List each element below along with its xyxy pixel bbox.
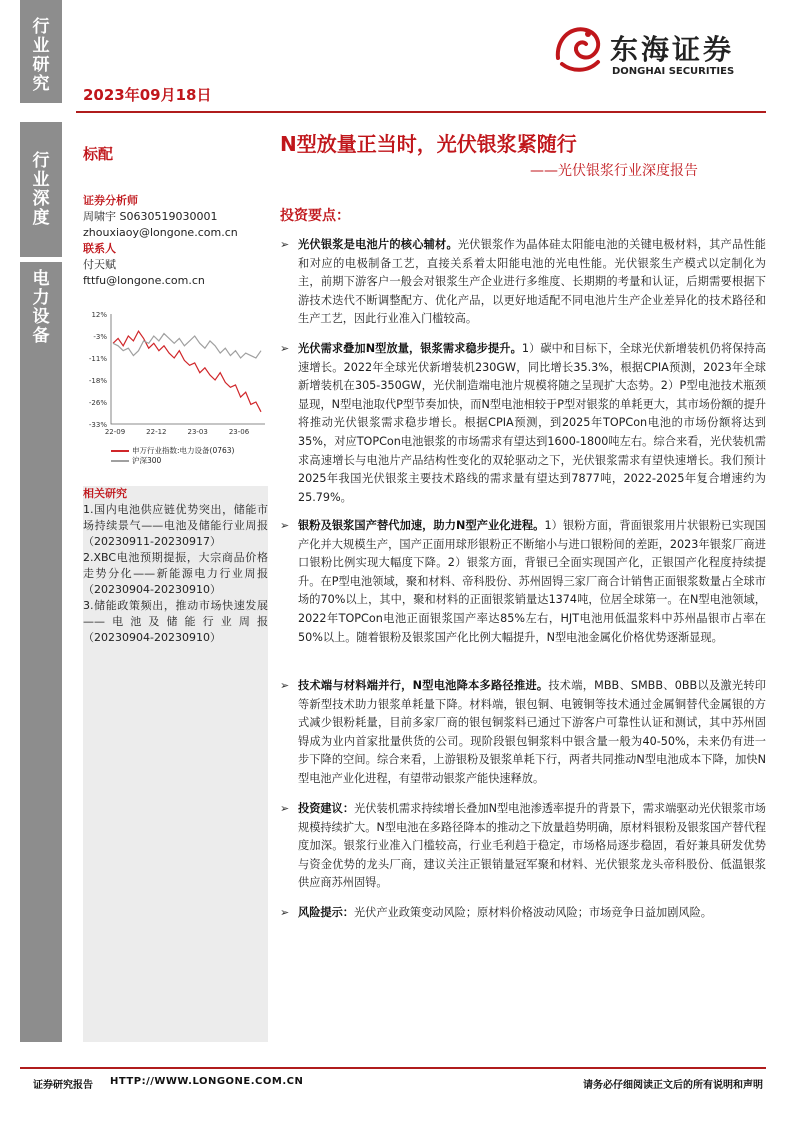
report-subtitle: ——光伏银浆行业深度报告 xyxy=(530,163,698,179)
arrow-bullet-icon: ➢ xyxy=(280,679,290,692)
bullet-lead: 技术端与材料端并行，N型电池降本多路径推进。 xyxy=(298,679,549,692)
bullet-text: 光伏产业政策变动风险；原材料价格波动风险；市场竞争日益加剧风险。 xyxy=(353,906,712,919)
bullet-text: 光伏银浆作为晶体硅太阳能电池的关键电极材料，其产品性能和对应的电极制备工艺，直接关系着太阳能电池的光电性能。光伏银浆生产模式以定制化为主，前期下游客户一般会对银浆生产企业进行多维度、长期期的考量和认证，后期需要根据下游技术迭代不断调整配方、优化产品，以更好地适配不同电池片生产企业差异化的技术路径和生产工艺，因此行业准入门槛较高。 xyxy=(298,238,766,326)
points-heading: 投资要点： xyxy=(280,208,350,224)
bullet-text: 1）碳中和目标下，全球光伏新增装机仍将保持高速增长。2022年全球光伏新增装机230GW，同比增长35.3%，根据CPIA预测，2023年全球新增装机在305-350GW，光伏制造端电池片规模将随之呈现扩大态势。2）P型电池技术瓶颈显现，N型电池取代P型节奏加快，而N型电池相较于P型对银浆的单耗更大，其市场份额的提升将推动光伏银浆需求稳步增长。根据CPIA预测，到2025年TOPCon电池的市场份额将达到35%，对应TOPCon电池银浆的市场需求有望达到1600-1800吨左右。综合来看，光伏装机需求高速增长与电池片产品结构性变化的双轮驱动之下，光伏银浆需求有望快速增长。我们预计2025年我国光伏银浆主要技术路线的需求量有望达到7877吨，2022-2025年复合增速约为25.79%。 xyxy=(298,342,766,504)
bullet-text: 1）银粉方面，背面银浆用片状银粉已实现国产化并大规模生产，国产正面用球形银粉正不断缩小与进口银粉间的差距，2023年银浆厂商进口银粉比例实现大幅度下降。2）银浆方面，背银已全面实现国产化，正银国产化程度持续提升。在P型电池领域，聚和材料、帝科股份、苏州固锝三家厂商合计销售正面银浆数量占全球市场的70%以上，其中，聚和材料的正面银浆销量达1374吨，位居全球第一。在N型电池领域，2022年TOPCon电池正面银浆国产率达85%左右，HJT电池用低温浆料中苏州晶银市占率在50%以上。随着银粉及银浆国产化比例大幅提升，N型电池金属化价格优势逐渐显现。 xyxy=(298,519,766,644)
x-tick-label: 23-06 xyxy=(228,428,250,436)
y-tick-label: -33% xyxy=(88,421,107,429)
brand-name-en: DONGHAI SECURITIES xyxy=(612,66,735,77)
analyst-block xyxy=(83,193,268,289)
related-item[interactable]: 1.国内电池供应链优势突出，储能市场持续景气——电池及储能行业周报（20230911-20230917） xyxy=(83,503,268,548)
report-category-label: 行业深度 xyxy=(32,151,50,228)
y-tick-label: -3% xyxy=(93,333,107,341)
footer-left: 证券研究报告 xyxy=(33,1080,93,1091)
legend-label-sector: 申万行业指数:电力设备(0763) xyxy=(132,446,235,455)
report-title: N型放量正当时，光伏银浆紧随行 xyxy=(280,132,577,156)
x-tick-label: 23-03 xyxy=(187,428,208,436)
related-heading: 相关研究 xyxy=(83,487,127,500)
bullet-item xyxy=(280,517,766,647)
bullet-item xyxy=(280,904,766,923)
legend-swatch-red xyxy=(111,450,129,452)
bullet-item xyxy=(280,236,766,329)
x-tick-label: 22-09 xyxy=(104,428,126,436)
y-tick-label: -26% xyxy=(88,399,107,407)
contact-label: 联系人 xyxy=(83,242,116,255)
industry-tab xyxy=(20,262,62,1042)
y-tick-label: -18% xyxy=(88,377,107,385)
arrow-bullet-icon: ➢ xyxy=(280,342,290,355)
x-tick-label: 22-12 xyxy=(146,428,167,436)
bullet-item xyxy=(280,800,766,893)
arrow-bullet-icon: ➢ xyxy=(280,519,290,532)
chart-svg xyxy=(83,306,268,441)
arrow-bullet-icon: ➢ xyxy=(280,906,290,919)
report-date: 2023年09月18日 xyxy=(83,86,212,104)
bullet-text: 技术端，MBB、SMBB、0BB以及激光转印等新型技术助力银浆单耗量下降。材料端，银包铜、电镀铜等技术通过金属铜替代金属银的方式减少银粉耗量，目前多家厂商的银包铜浆料已通过下游客户可靠性认证和测试，其中苏州固锝成为业内首家批量供货的公司。现阶段银包铜浆料中银含量一般为40-50%，未来仍有进一步下降的空间。综合来看，上游银粉及银浆单耗下行，两者共同推动N型电池成本下降，加快N型电池产业化进程，有望带动银浆产能快速释放。 xyxy=(298,679,766,785)
brand-logo xyxy=(548,20,768,84)
contact-name: 付天赋 xyxy=(83,258,116,271)
bullet-lead: 光伏银浆是电池片的核心辅材。 xyxy=(298,238,458,251)
analyst-name: 周啸宇 S0630519030001 xyxy=(83,210,218,223)
bullet-lead: 投资建议： xyxy=(298,802,355,815)
industry-label: 电力设备 xyxy=(32,269,50,346)
report-type-label: 行业研究 xyxy=(32,17,50,94)
y-tick-label: 12% xyxy=(91,311,107,319)
legend-item xyxy=(111,446,234,456)
bullet-item xyxy=(280,340,766,507)
footer-url[interactable]: HTTP://WWW.LONGONE.COM.CN xyxy=(110,1076,304,1087)
header-rule xyxy=(76,111,766,113)
dragon-logo-icon xyxy=(548,20,610,78)
bullet-lead: 风险提示： xyxy=(298,906,354,919)
y-tick-label: -11% xyxy=(88,355,107,363)
related-item[interactable]: 2.XBC电池预期提振，大宗商品价格走势分化——新能源电力行业周报（20230904-20230910） xyxy=(83,551,268,596)
arrow-bullet-icon: ➢ xyxy=(280,238,290,251)
bullet-lead: 银粉及银浆国产替代加速，助力N型产业化进程。 xyxy=(298,519,545,532)
footer-disclaimer: 请务必仔细阅读正文后的所有说明和声明 xyxy=(583,1080,763,1091)
bullet-text: 光伏装机需求持续增长叠加N型电池渗透率提升的背景下，需求端驱动光伏银浆市场规模持续扩大。N型电池在多路径降本的推动之下放量趋势明确，原材料银粉及银浆国产替代程度加深。银浆行业准入门槛较高，行业毛利趋于稳定，市场格局逐步稳固，看好兼具研发优势与资金优势的龙头厂商，建议关注正银销量冠军聚和材料、光伏银浆龙头帝科股份、低温银浆供应商苏州固锝。 xyxy=(298,802,766,890)
chart-legend xyxy=(111,446,234,466)
legend-label-hs300: 沪深300 xyxy=(132,456,162,465)
report-type-tab xyxy=(20,0,62,103)
legend-swatch-gray xyxy=(111,460,129,462)
analyst-email[interactable]: zhouxiaoy@longone.com.cn xyxy=(83,226,238,239)
industry-rating: 标配 xyxy=(83,145,114,163)
footer-rule xyxy=(20,1067,766,1069)
chart-axes xyxy=(111,314,265,424)
report-category-tab xyxy=(20,122,62,257)
bullet-item xyxy=(280,677,766,789)
brand-name-cn: 东海证券 xyxy=(610,33,735,66)
analyst-label: 证券分析师 xyxy=(83,194,138,207)
price-chart xyxy=(83,306,268,471)
contact-email[interactable]: fttfu@longone.com.cn xyxy=(83,274,205,287)
related-item[interactable]: 3.储能政策频出，推动市场快速发展——电池及储能行业周报（20230904-20230910） xyxy=(83,599,268,644)
arrow-bullet-icon: ➢ xyxy=(280,802,290,815)
related-research xyxy=(83,486,268,646)
legend-item xyxy=(111,456,234,466)
bullet-lead: 光伏需求叠加N型放量，银浆需求稳步提升。 xyxy=(298,342,522,355)
